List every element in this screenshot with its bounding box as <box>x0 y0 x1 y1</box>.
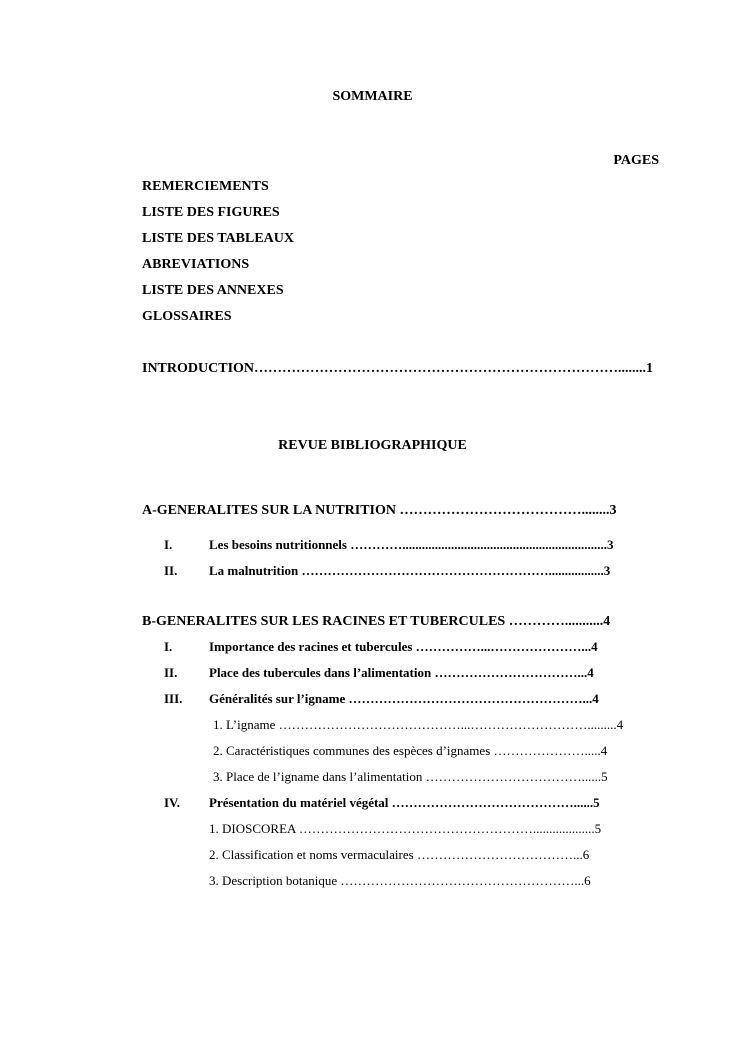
toc-item-importance-racines[interactable]: Importance des racines et tubercules ……………...…………………...4 <box>209 639 598 654</box>
toc-subitem-classification[interactable]: 2. Classification et noms vermaculaires ………………………………...6 <box>209 847 590 862</box>
toc-item-besoins-nutritionnels[interactable]: Les besoins nutritionnels …………...............................................................3 <box>209 537 614 552</box>
toc-subitem-dioscorea[interactable]: 1. DIOSCOREA ………………………………………………...................5 <box>209 821 602 836</box>
toc-section-a-heading[interactable]: A-GENERALITES SUR LA NUTRITION …………………………………........3 <box>142 503 617 518</box>
toc-item-number: II. <box>164 563 178 578</box>
toc-entry-liste-annexes[interactable]: LISTE DES ANNEXES <box>142 283 284 298</box>
toc-item-generalites-igname[interactable]: Généralités sur l’igname ………………………………………………...4 <box>209 691 599 706</box>
toc-subitem-description-botanique[interactable]: 3. Description botanique ………………………………………………...6 <box>209 873 591 888</box>
toc-entry-abreviations[interactable]: ABREVIATIONS <box>142 257 250 272</box>
toc-item-number: II. <box>164 665 178 680</box>
toc-item-malnutrition[interactable]: La malnutrition ………………………………………………….................3 <box>209 563 611 578</box>
toc-subitem-igname[interactable]: 1. L’igname ……………………………………...……………………….........4 <box>213 717 624 732</box>
toc-subitem-place-igname[interactable]: 3. Place de l’igname dans l’alimentation ………………………………......5 <box>213 769 608 784</box>
pages-column-header: PAGES <box>613 153 659 168</box>
toc-subitem-caracteristiques[interactable]: 2. Caractéristiques communes des espèces d’ignames ………………….....4 <box>213 743 608 758</box>
section-title-revue-bibliographique: REVUE BIBLIOGRAPHIQUE <box>278 438 467 453</box>
toc-item-number: IV. <box>164 795 181 810</box>
toc-entry-liste-figures[interactable]: LISTE DES FIGURES <box>142 205 280 220</box>
toc-item-number: I. <box>164 639 173 654</box>
toc-entry-introduction[interactable]: INTRODUCTION……………………………………………………………………........1 <box>142 361 654 376</box>
toc-item-number: I. <box>164 537 173 552</box>
page-title: SOMMAIRE <box>332 89 413 104</box>
toc-entry-glossaires[interactable]: GLOSSAIRES <box>142 309 232 324</box>
toc-entry-remerciements[interactable]: REMERCIEMENTS <box>142 179 269 194</box>
toc-entry-liste-tableaux[interactable]: LISTE DES TABLEAUX <box>142 231 294 246</box>
toc-item-number: III. <box>164 691 183 706</box>
toc-item-materiel-vegetal[interactable]: Présentation du matériel végétal ……………………………………......5 <box>209 795 600 810</box>
toc-item-place-tubercules[interactable]: Place des tubercules dans l’alimentation ……………………………...4 <box>209 665 594 680</box>
toc-section-b-heading[interactable]: B-GENERALITES SUR LES RACINES ET TUBERCULES …………...........4 <box>142 614 611 629</box>
